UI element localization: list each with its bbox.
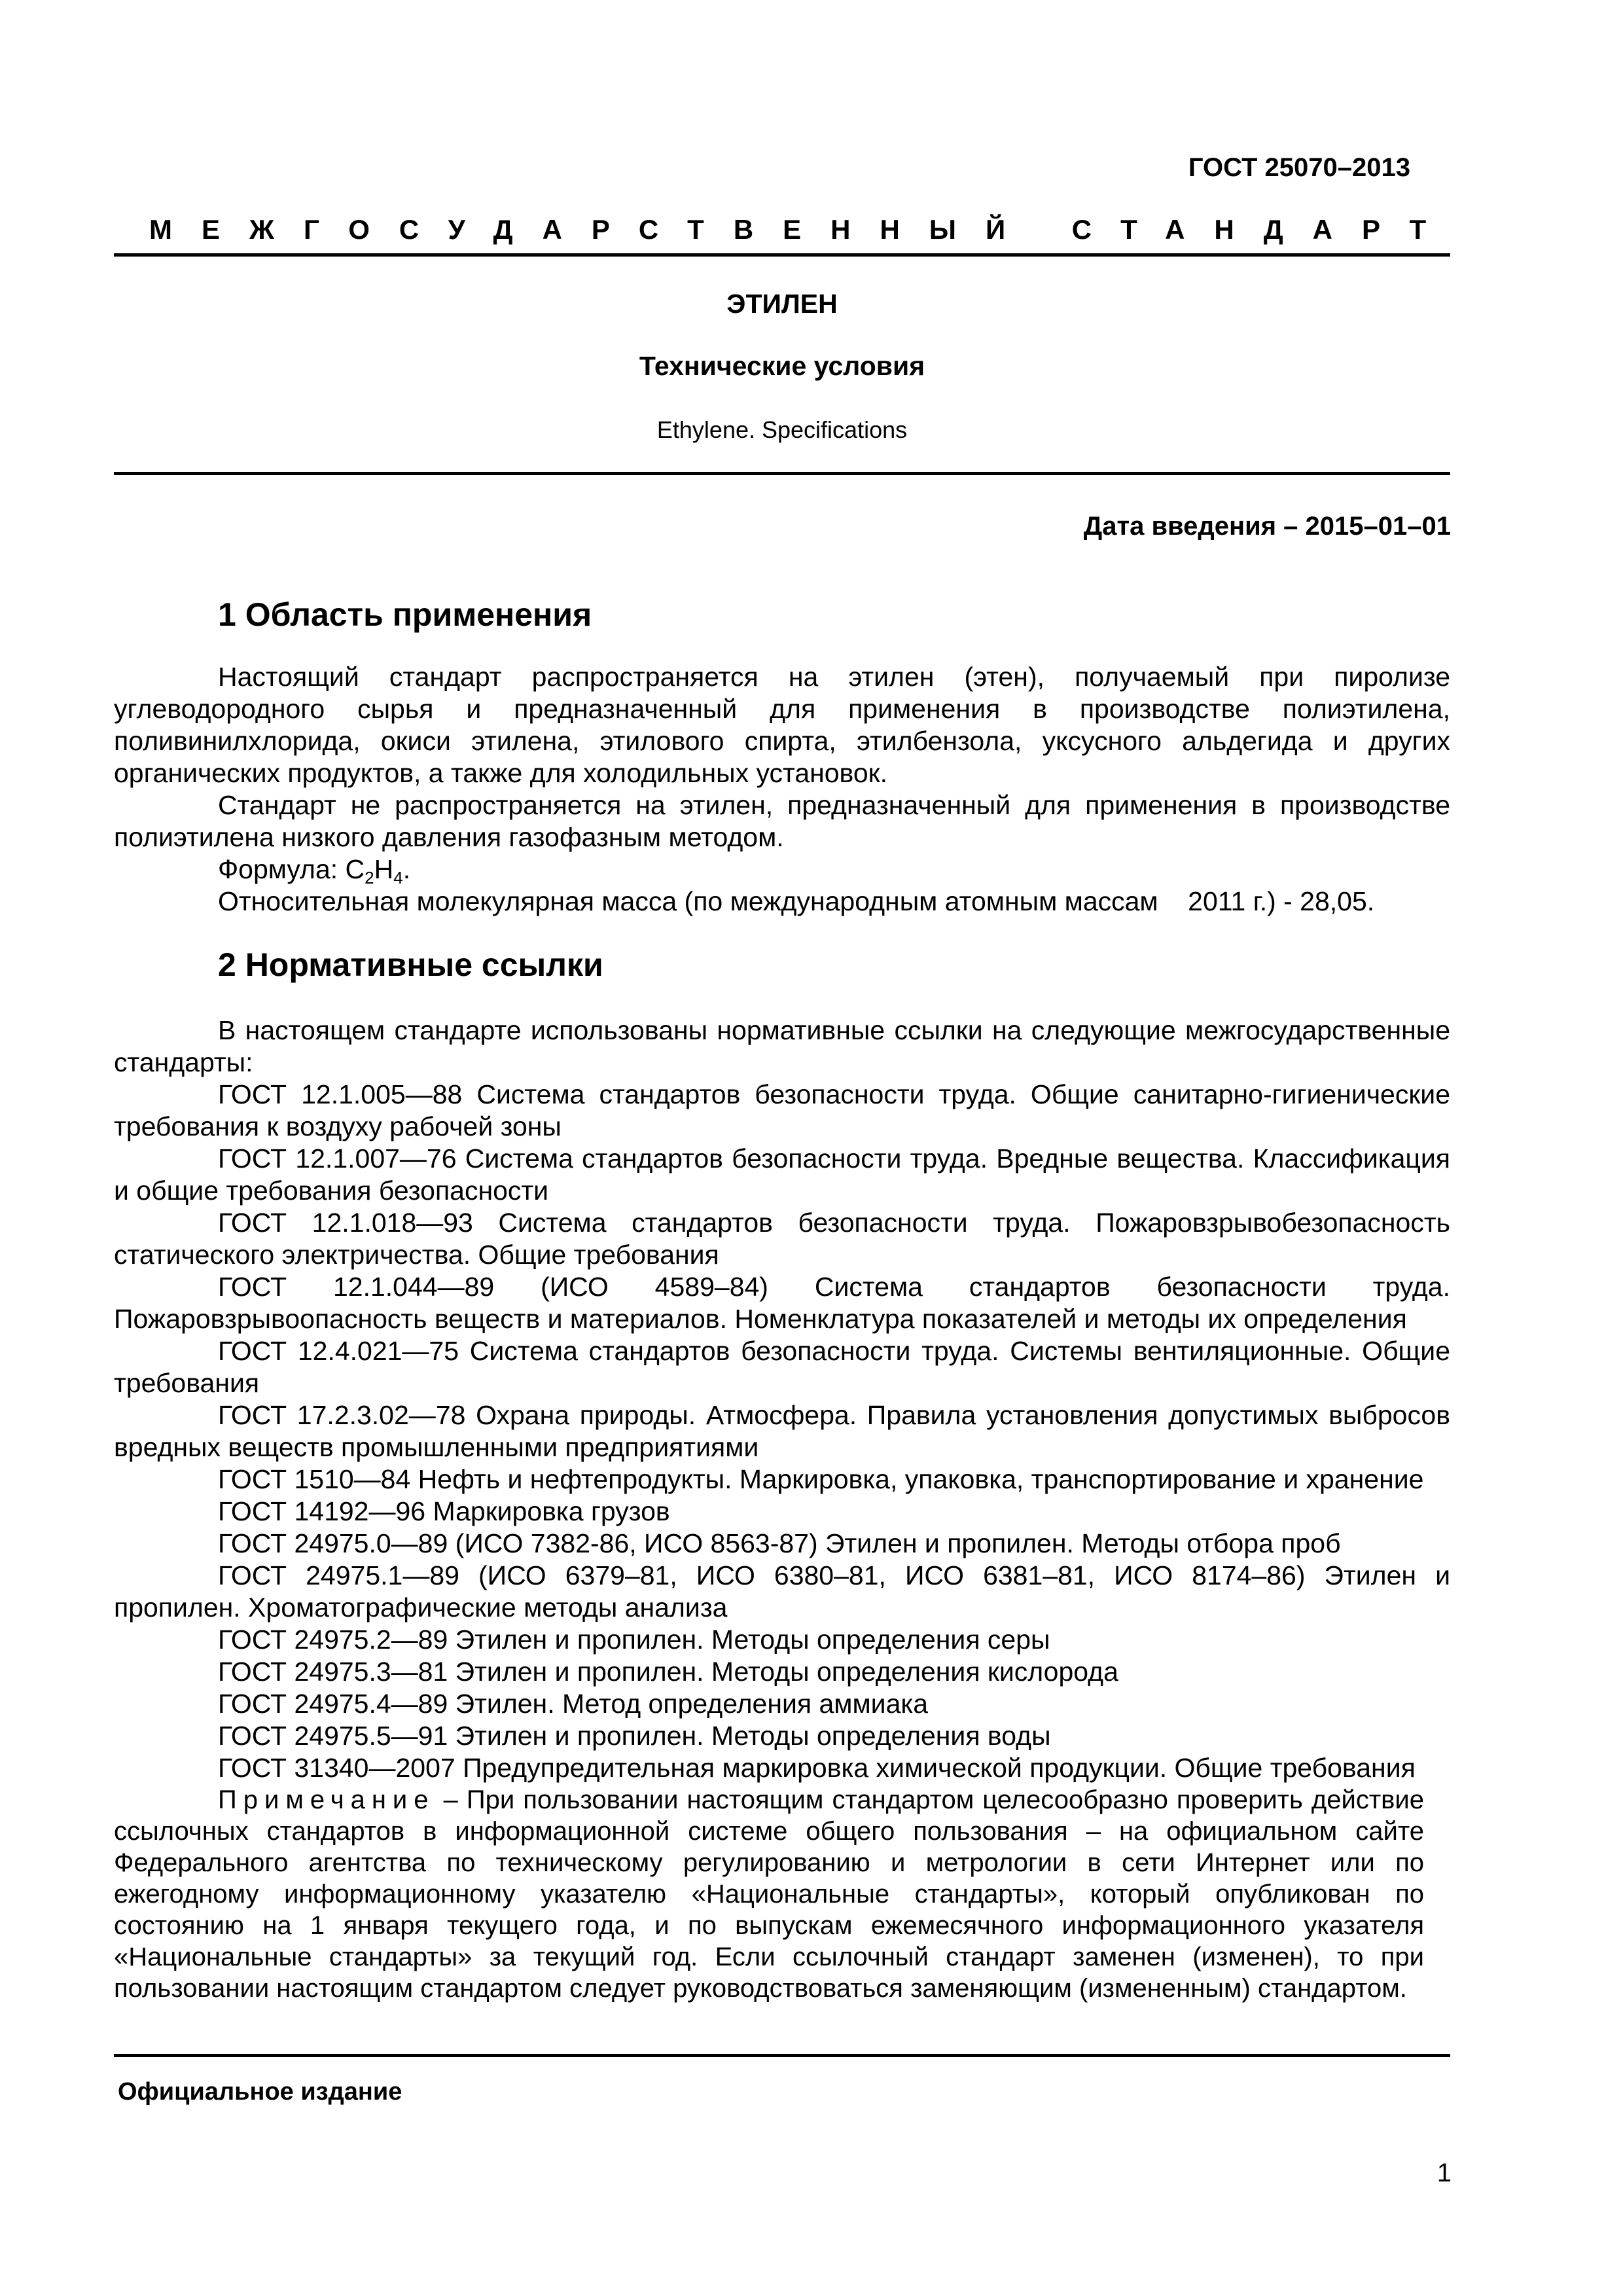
reference-item: ГОСТ 24975.5—91 Этилен и пропилен. Методы определения воды: [218, 1721, 1051, 1751]
note-text: – При пользовании настоящим стандартом целесообразно проверить действие ссылочных стандартов в информационной системе общего пользования – на официальном сайте Федерального агентства по техническому регулированию и метрологии в сети Интернет или по ежегодному информационному указателю «Национальные стандарты», который опубликован по состоянию на 1 января текущего года, и по выпускам ежемесячного информационного указателя «Национальные стандарты» за текущий год. Если ссылочный стандарт заменен (изменен), то при пользовании настоящим стандартом следует руководствоваться заменяющим (измененным) стандартом.: [114, 1785, 1424, 2003]
reference-item: ГОСТ 24975.2—89 Этилен и пропилен. Методы определения серы: [218, 1624, 1050, 1655]
section-1-heading: 1 Область применения: [218, 596, 592, 633]
introduction-date: Дата введения – 2015–01–01: [1083, 512, 1451, 541]
header-divider: [114, 253, 1450, 257]
footer-divider: [114, 2054, 1450, 2057]
reference-item: ГОСТ 31340—2007 Предупредительная маркировка химической продукции. Общие требования: [218, 1753, 1416, 1783]
reference-item: ГОСТ 12.1.018—93 Система стандартов безопасности труда. Пожаровзрывобезопасность статического электричества. Общие требования: [114, 1208, 1450, 1270]
reference-item: ГОСТ 1510—84 Нефть и нефтепродукты. Маркировка, упаковка, транспортирование и хранение: [218, 1464, 1424, 1494]
page-number: 1: [1436, 2159, 1452, 2187]
document-title-english: Ethylene. Specifications: [656, 416, 908, 443]
formula-element: C: [345, 854, 365, 884]
formula-element: H: [374, 854, 394, 884]
standard-kind-label: МЕЖГОСУДАРСТВЕННЫЙ СТАНДАРТ: [149, 214, 1456, 245]
reference-item: ГОСТ 12.1.044—89 (ИСО 4589–84) Система стандартов безопасности труда. Пожаровзрывоопасность веществ и материалов. Номенклатура показателей и методы их определения: [114, 1272, 1450, 1334]
note-paragraph: [114, 1784, 1450, 2004]
document-number: ГОСТ 25070–2013: [1188, 153, 1410, 182]
reference-item: ГОСТ 12.4.021—75 Система стандартов безопасности труда. Системы вентиляционные. Общие требования: [114, 1336, 1450, 1398]
reference-item: ГОСТ 24975.0—89 (ИСО 7382-86, ИСО 8563-87) Этилен и пропилен. Методы отбора проб: [218, 1528, 1341, 1558]
reference-item: ГОСТ 12.1.007—76 Система стандартов безопасности труда. Вредные вещества. Классификация и общие требования безопасности: [114, 1143, 1450, 1206]
document-title: ЭТИЛЕН: [726, 289, 838, 319]
title-divider: [114, 472, 1450, 475]
reference-item: ГОСТ 14192—96 Маркировка грузов: [218, 1496, 670, 1526]
reference-item: ГОСТ 24975.1—89 (ИСО 6379–81, ИСО 6380–81, ИСО 6381–81, ИСО 8174–86) Этилен и пропилен. Хроматографические методы анализа: [114, 1560, 1450, 1623]
section-2-heading: 2 Нормативные ссылки: [218, 946, 603, 983]
section-1-body: [114, 661, 1450, 918]
note-label: Примечание: [218, 1785, 435, 1814]
paragraph: Настоящий стандарт распространяется на этилен (этен), получаемый при пиролизе углеводородного сырья и предназначенный для применения в производстве полиэтилена, поливинилхлорида, окиси этилена, этилового спирта, этилбензола, уксусного альдегида и других органических продуктов, а также для холодильных установок.: [114, 662, 1450, 788]
formula-paragraph: [114, 853, 1450, 886]
reference-item: ГОСТ 24975.4—89 Этилен. Метод определения аммиака: [218, 1689, 929, 1719]
formula-end: .: [402, 854, 411, 884]
reference-item: ГОСТ 17.2.3.02—78 Охрана природы. Атмосфера. Правила установления допустимых выбросов вредных веществ промышленными предприятиями: [114, 1400, 1450, 1462]
reference-item: ГОСТ 12.1.005—88 Система стандартов безопасности труда. Общие санитарно-гигиенические требования к воздуху рабочей зоны: [114, 1079, 1450, 1141]
document-subtitle: Технические условия: [639, 351, 925, 381]
paragraph: Стандарт не распространяется на этилен, предназначенный для применения в производстве полиэтилена низкого давления газофазным методом.: [114, 790, 1450, 852]
paragraph: В настоящем стандарте использованы нормативные ссылки на следующие межгосударственные стандарты:: [114, 1015, 1450, 1077]
section-2-body: [114, 1014, 1450, 2004]
official-edition-label: Официальное издание: [118, 2078, 402, 2106]
formula-subscript: 4: [393, 868, 403, 888]
reference-item: ГОСТ 24975.3—81 Этилен и пропилен. Методы определения кислорода: [218, 1657, 1118, 1687]
paragraph: Относительная молекулярная масса (по международным атомным массам 2011 г.) - 28,05.: [218, 886, 1375, 916]
formula-label: Формула:: [218, 854, 346, 884]
formula-subscript: 2: [365, 868, 374, 888]
